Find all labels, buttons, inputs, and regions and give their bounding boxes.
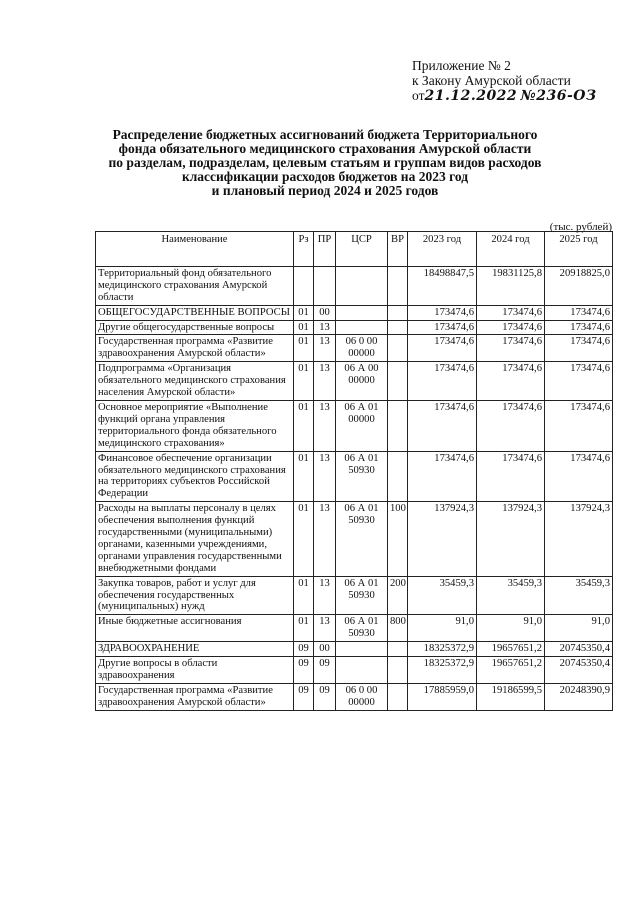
cell-name: Иные бюджетные ассигнования	[96, 615, 294, 642]
title-line-4: классификации расходов бюджетов на 2023 год	[181, 169, 469, 184]
cell-pr: 13	[314, 502, 336, 576]
cell-pr: 13	[314, 615, 336, 642]
cell-csr	[336, 305, 388, 320]
cell-csr: 06 0 00 00000	[336, 335, 388, 362]
table-body	[96, 266, 613, 710]
cell-rz: 01	[294, 451, 314, 502]
title-line-3: по разделам, подразделам, целевым статьям и группам видов расходов	[108, 155, 542, 170]
header-pr: ПР	[314, 232, 336, 267]
cell-pr: 13	[314, 400, 336, 451]
cell-name: Расходы на выплаты персоналу в целях обеспечения выполнения функций государственными (муниципальными) органами, казенными учреждениями, органами управления государственными внебюджетными фондами	[96, 502, 294, 576]
cell-rz: 09	[294, 683, 314, 710]
cell-y2023: 17885959,0	[408, 683, 477, 710]
cell-vr	[388, 683, 408, 710]
cell-y2023: 18325372,9	[408, 642, 477, 657]
cell-rz: 01	[294, 320, 314, 335]
document-title	[60, 128, 590, 198]
title-line-5: и плановый период 2024 и 2025 годов	[211, 183, 439, 198]
cell-y2025: 173474,6	[545, 335, 613, 362]
table-row	[96, 657, 613, 684]
table-row	[96, 615, 613, 642]
cell-pr: 00	[314, 305, 336, 320]
cell-y2025: 173474,6	[545, 362, 613, 401]
cell-y2025: 91,0	[545, 615, 613, 642]
cell-y2023: 35459,3	[408, 576, 477, 615]
cell-pr: 13	[314, 335, 336, 362]
cell-name: ОБЩЕГОСУДАРСТВЕННЫЕ ВОПРОСЫ	[96, 305, 294, 320]
cell-y2025: 137924,3	[545, 502, 613, 576]
cell-y2025: 20745350,4	[545, 657, 613, 684]
cell-y2024: 91,0	[477, 615, 545, 642]
cell-rz: 01	[294, 615, 314, 642]
cell-csr: 06 0 00 00000	[336, 683, 388, 710]
cell-rz: 09	[294, 642, 314, 657]
cell-y2023: 173474,6	[408, 400, 477, 451]
cell-y2023: 173474,6	[408, 362, 477, 401]
header-name: Наименование	[96, 232, 294, 267]
cell-pr: 09	[314, 657, 336, 684]
cell-name: Государственная программа «Развитие здравоохранения Амурской области»	[96, 683, 294, 710]
budget-table	[95, 231, 613, 711]
cell-y2025: 35459,3	[545, 576, 613, 615]
cell-csr: 06 А 01 50930	[336, 615, 388, 642]
cell-csr: 06 А 01 50930	[336, 502, 388, 576]
table-header-row	[96, 232, 613, 267]
cell-csr	[336, 266, 388, 305]
cell-csr	[336, 642, 388, 657]
table-row	[96, 305, 613, 320]
cell-y2024: 19657651,2	[477, 642, 545, 657]
handwritten-date: 21.12.2022	[424, 88, 518, 104]
cell-y2024: 173474,6	[477, 320, 545, 335]
cell-y2024: 19186599,5	[477, 683, 545, 710]
cell-vr	[388, 657, 408, 684]
cell-vr	[388, 266, 408, 305]
table-row	[96, 451, 613, 502]
cell-csr	[336, 657, 388, 684]
cell-y2025: 20745350,4	[545, 642, 613, 657]
cell-rz: 01	[294, 335, 314, 362]
cell-y2024: 19831125,8	[477, 266, 545, 305]
table-row	[96, 400, 613, 451]
cell-y2023: 173474,6	[408, 335, 477, 362]
cell-y2024: 173474,6	[477, 400, 545, 451]
cell-y2023: 173474,6	[408, 320, 477, 335]
cell-pr: 13	[314, 362, 336, 401]
cell-vr	[388, 335, 408, 362]
cell-y2024: 35459,3	[477, 576, 545, 615]
cell-y2023: 18325372,9	[408, 657, 477, 684]
cell-rz: 01	[294, 502, 314, 576]
header-2024: 2024 год	[477, 232, 545, 267]
cell-vr	[388, 305, 408, 320]
table-row	[96, 683, 613, 710]
table-row	[96, 266, 613, 305]
cell-pr: 13	[314, 576, 336, 615]
cell-y2025: 173474,6	[545, 451, 613, 502]
cell-rz: 01	[294, 400, 314, 451]
cell-name: Другие общегосударственные вопросы	[96, 320, 294, 335]
cell-csr: 06 А 01 50930	[336, 451, 388, 502]
units-label: (тыс. рублей)	[549, 221, 612, 233]
cell-y2023: 18498847,5	[408, 266, 477, 305]
cell-rz: 09	[294, 657, 314, 684]
title-line-2: фонда обязательного медицинского страхования Амурской области	[118, 141, 532, 156]
header-vr: ВР	[388, 232, 408, 267]
header-rz: Рз	[294, 232, 314, 267]
header-csr: ЦСР	[336, 232, 388, 267]
cell-csr: 06 А 00 00000	[336, 362, 388, 401]
table-row	[96, 502, 613, 576]
appendix-from: от	[412, 88, 425, 103]
cell-vr	[388, 320, 408, 335]
cell-csr	[336, 320, 388, 335]
cell-y2024: 19657651,2	[477, 657, 545, 684]
cell-csr: 06 А 01 00000	[336, 400, 388, 451]
cell-name: Подпрограмма «Организация обязательного медицинского страхования населения Амурской области»	[96, 362, 294, 401]
cell-y2024: 173474,6	[477, 335, 545, 362]
cell-pr	[314, 266, 336, 305]
appendix-date-line	[412, 88, 597, 104]
cell-y2025: 173474,6	[545, 400, 613, 451]
cell-pr: 00	[314, 642, 336, 657]
cell-name: Территориальный фонд обязательного медицинского страхования Амурской области	[96, 266, 294, 305]
cell-name: Государственная программа «Развитие здравоохранения Амурской области»	[96, 335, 294, 362]
appendix-header	[412, 58, 597, 104]
cell-name: Другие вопросы в области здравоохранения	[96, 657, 294, 684]
cell-y2023: 173474,6	[408, 451, 477, 502]
cell-vr	[388, 451, 408, 502]
cell-y2025: 20918825,0	[545, 266, 613, 305]
title-line-1: Распределение бюджетных ассигнований бюджета Территориального	[112, 127, 538, 142]
appendix-number: Приложение № 2	[412, 58, 511, 73]
cell-y2024: 137924,3	[477, 502, 545, 576]
cell-name: ЗДРАВООХРАНЕНИЕ	[96, 642, 294, 657]
cell-y2023: 173474,6	[408, 305, 477, 320]
cell-name: Закупка товаров, работ и услуг для обеспечения государственных (муниципальных) нужд	[96, 576, 294, 615]
cell-vr: 100	[388, 502, 408, 576]
table-row	[96, 362, 613, 401]
cell-csr: 06 А 01 50930	[336, 576, 388, 615]
cell-pr: 13	[314, 320, 336, 335]
table-row	[96, 335, 613, 362]
table-row	[96, 576, 613, 615]
appendix-law: к Закону Амурской области	[412, 73, 571, 88]
cell-name: Финансовое обеспечение организации обязательного медицинского страхования на территориях субъектов Российской Федерации	[96, 451, 294, 502]
cell-pr: 09	[314, 683, 336, 710]
cell-y2023: 91,0	[408, 615, 477, 642]
header-2025: 2025 год	[545, 232, 613, 267]
table-row	[96, 642, 613, 657]
header-2023: 2023 год	[408, 232, 477, 267]
cell-rz: 01	[294, 362, 314, 401]
cell-y2024: 173474,6	[477, 362, 545, 401]
cell-y2024: 173474,6	[477, 451, 545, 502]
handwritten-number: №236-ОЗ	[520, 88, 597, 104]
cell-name: Основное мероприятие «Выполнение функций органа управления территориального фонда обязательного медицинского страхования»	[96, 400, 294, 451]
cell-y2025: 173474,6	[545, 305, 613, 320]
cell-vr	[388, 362, 408, 401]
cell-pr: 13	[314, 451, 336, 502]
cell-y2025: 173474,6	[545, 320, 613, 335]
table-row	[96, 320, 613, 335]
cell-rz: 01	[294, 305, 314, 320]
cell-vr	[388, 642, 408, 657]
cell-vr	[388, 400, 408, 451]
cell-vr: 200	[388, 576, 408, 615]
cell-y2023: 137924,3	[408, 502, 477, 576]
cell-y2025: 20248390,9	[545, 683, 613, 710]
cell-rz	[294, 266, 314, 305]
cell-y2024: 173474,6	[477, 305, 545, 320]
cell-rz: 01	[294, 576, 314, 615]
cell-vr: 800	[388, 615, 408, 642]
